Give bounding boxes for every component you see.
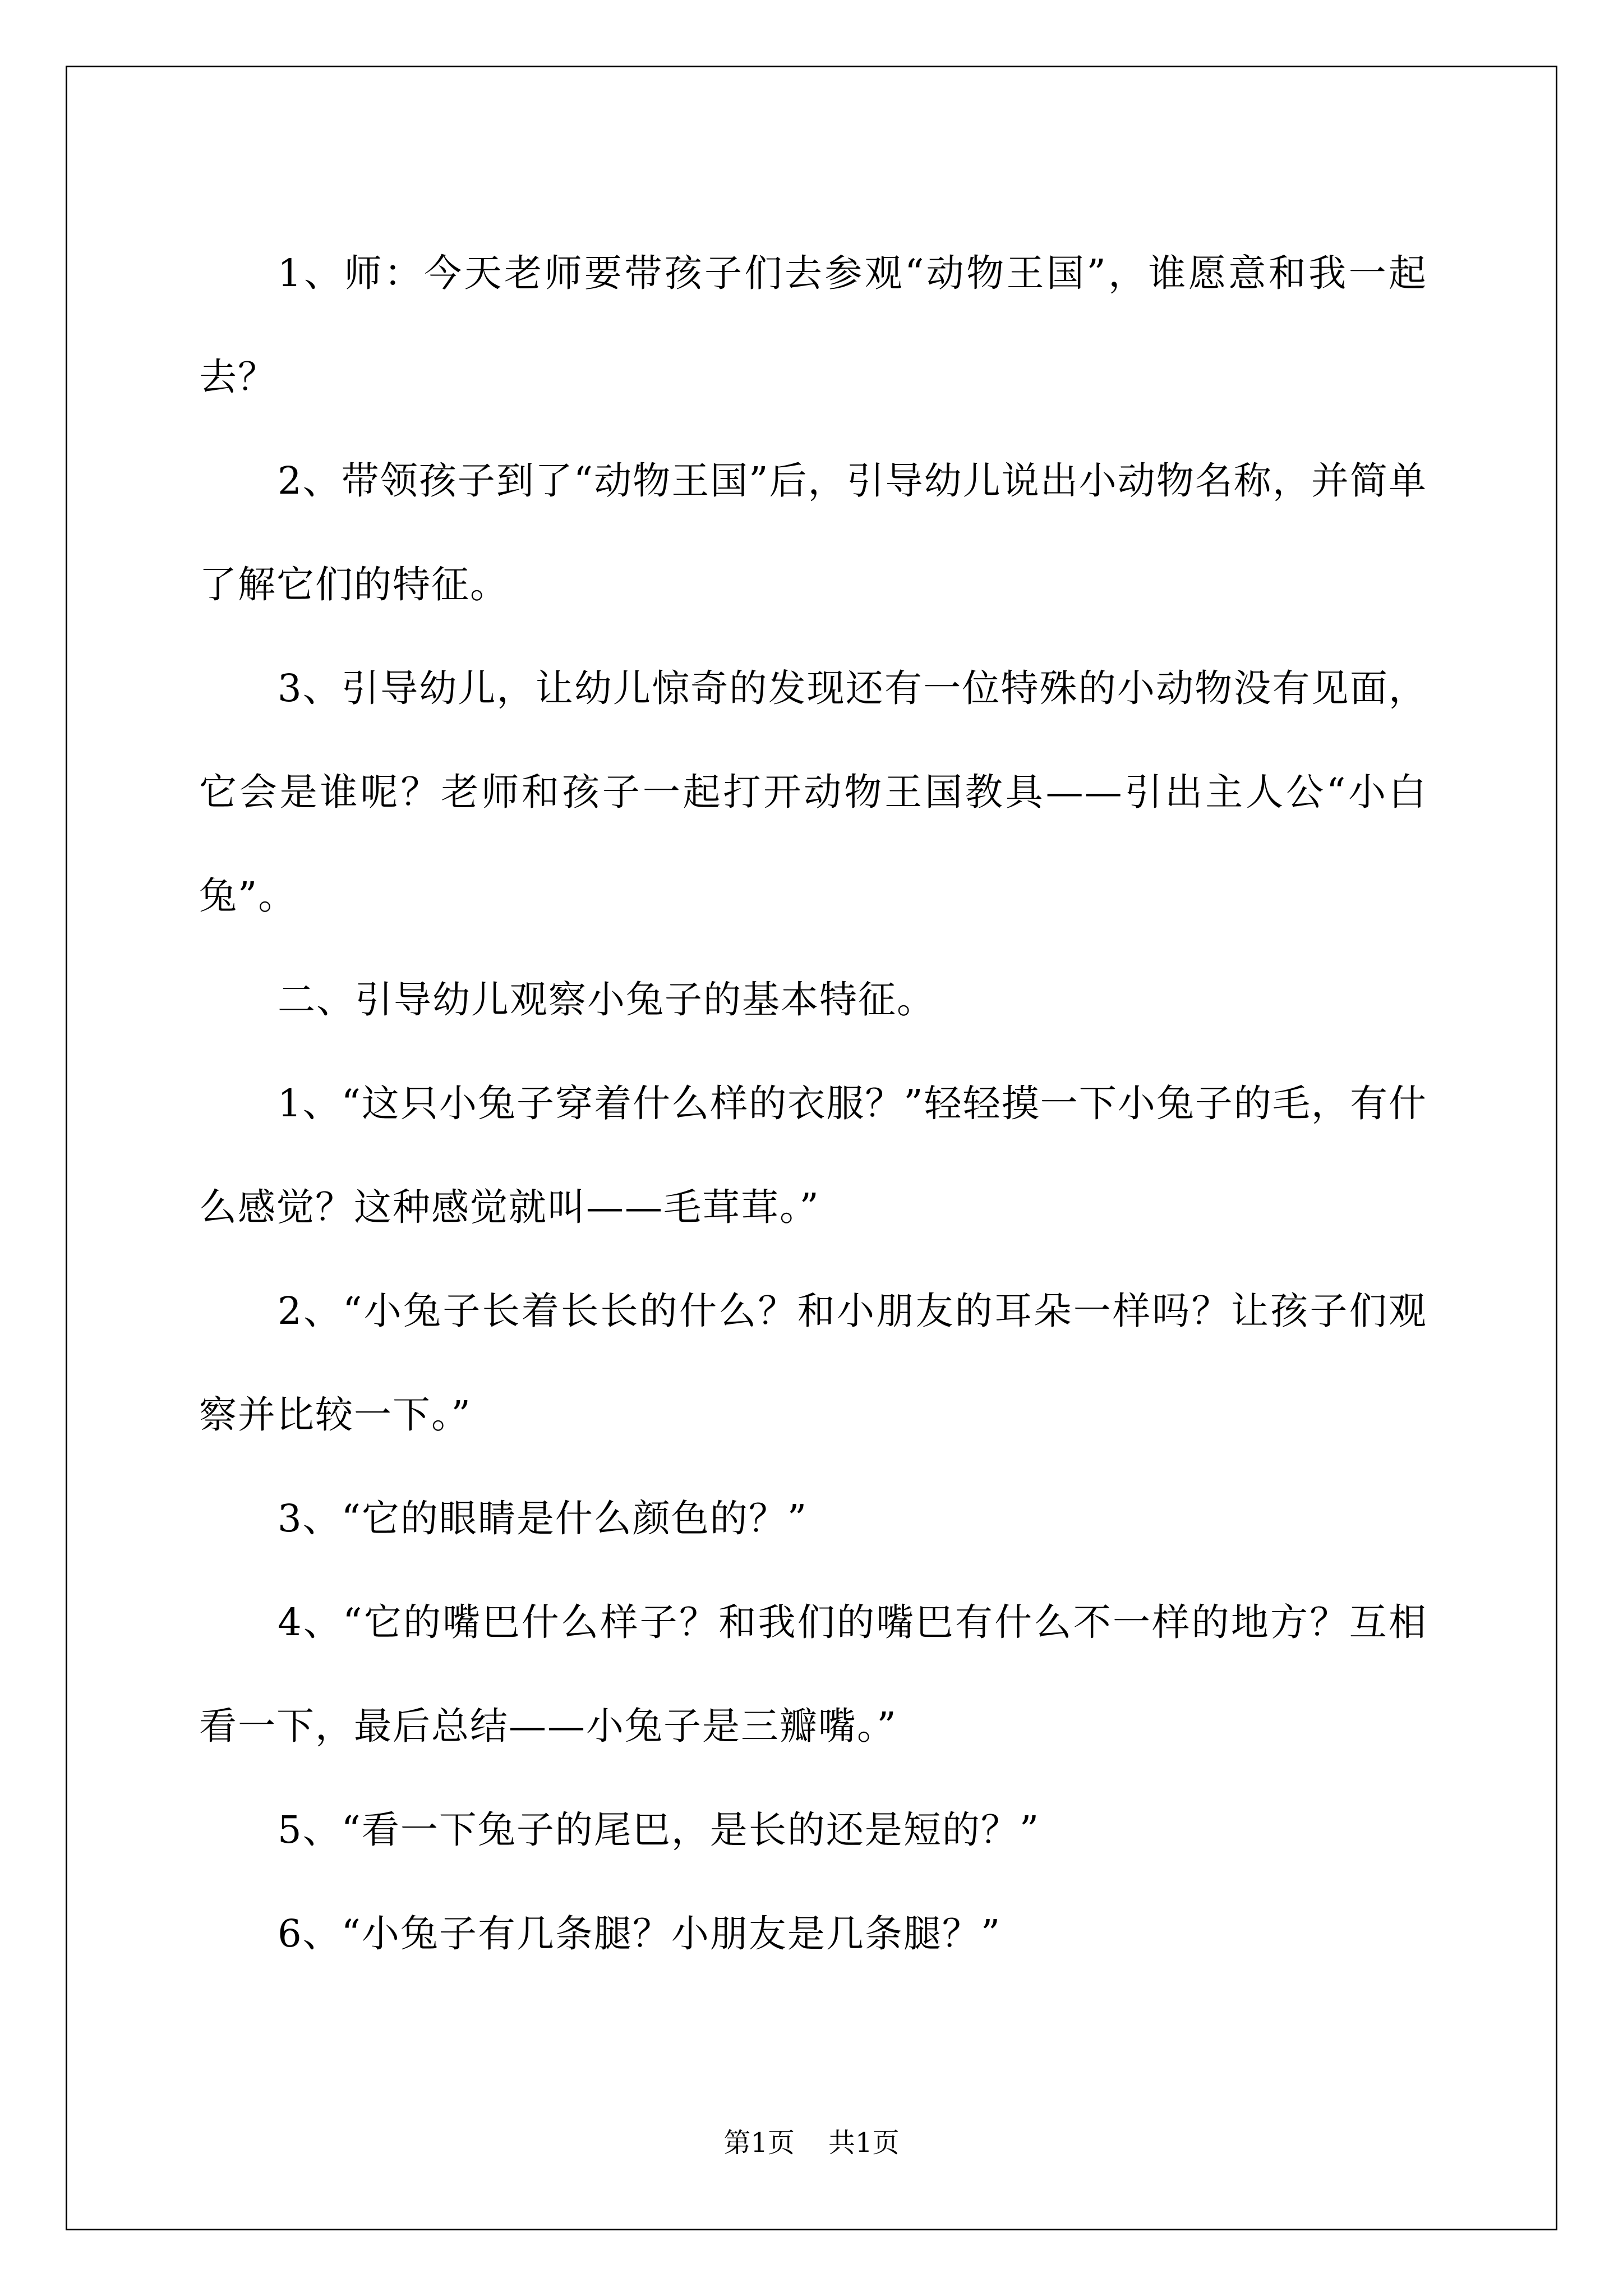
document-body [199,222,1427,1986]
paragraph-2: 2、带领孩子到了“动物王国”后，引导幼儿说出小动物名称，并简单了解它们的特征。 [199,459,1427,606]
paragraph-5: 1、“这只小兔子穿着什么样的衣服？”轻轻摸一下小兔子的毛，有什么感觉？这种感觉就叫——毛茸茸。” [199,1082,1427,1229]
paragraph-7: 3、“它的眼睛是什么颜色的？” [278,1497,808,1540]
section-heading: 二、引导幼儿观察小兔子的基本特征。 [278,978,935,1022]
page-total: 共1页 [828,2127,900,2159]
paragraph-1: 1、师：今天老师要带孩子们去参观“动物王国”，谁愿意和我一起去？ [199,251,1427,399]
paragraph-10: 6、“小兔子有几条腿？小朋友是几条腿？” [278,1912,1002,1955]
paragraph-6: 2、“小兔子长着长长的什么？和小朋友的耳朵一样吗？让孩子们观察并比较一下。” [199,1289,1427,1437]
paragraph-9: 5、“看一下兔子的尾巴，是长的还是短的？” [278,1808,1040,1852]
paragraph-8: 4、“它的嘴巴什么样子？和我们的嘴巴有什么不一样的地方？互相看一下，最后总结——小兔子是三瓣嘴。” [199,1600,1427,1748]
page-footer [0,2126,1623,2160]
paragraph-3: 3、引导幼儿，让幼儿惊奇的发现还有一位特殊的小动物没有见面，它会是谁呢？老师和孩子一起打开动物王国教具——引出主人公“小白兔”。 [199,666,1427,918]
page-number: 第1页 [723,2127,795,2159]
